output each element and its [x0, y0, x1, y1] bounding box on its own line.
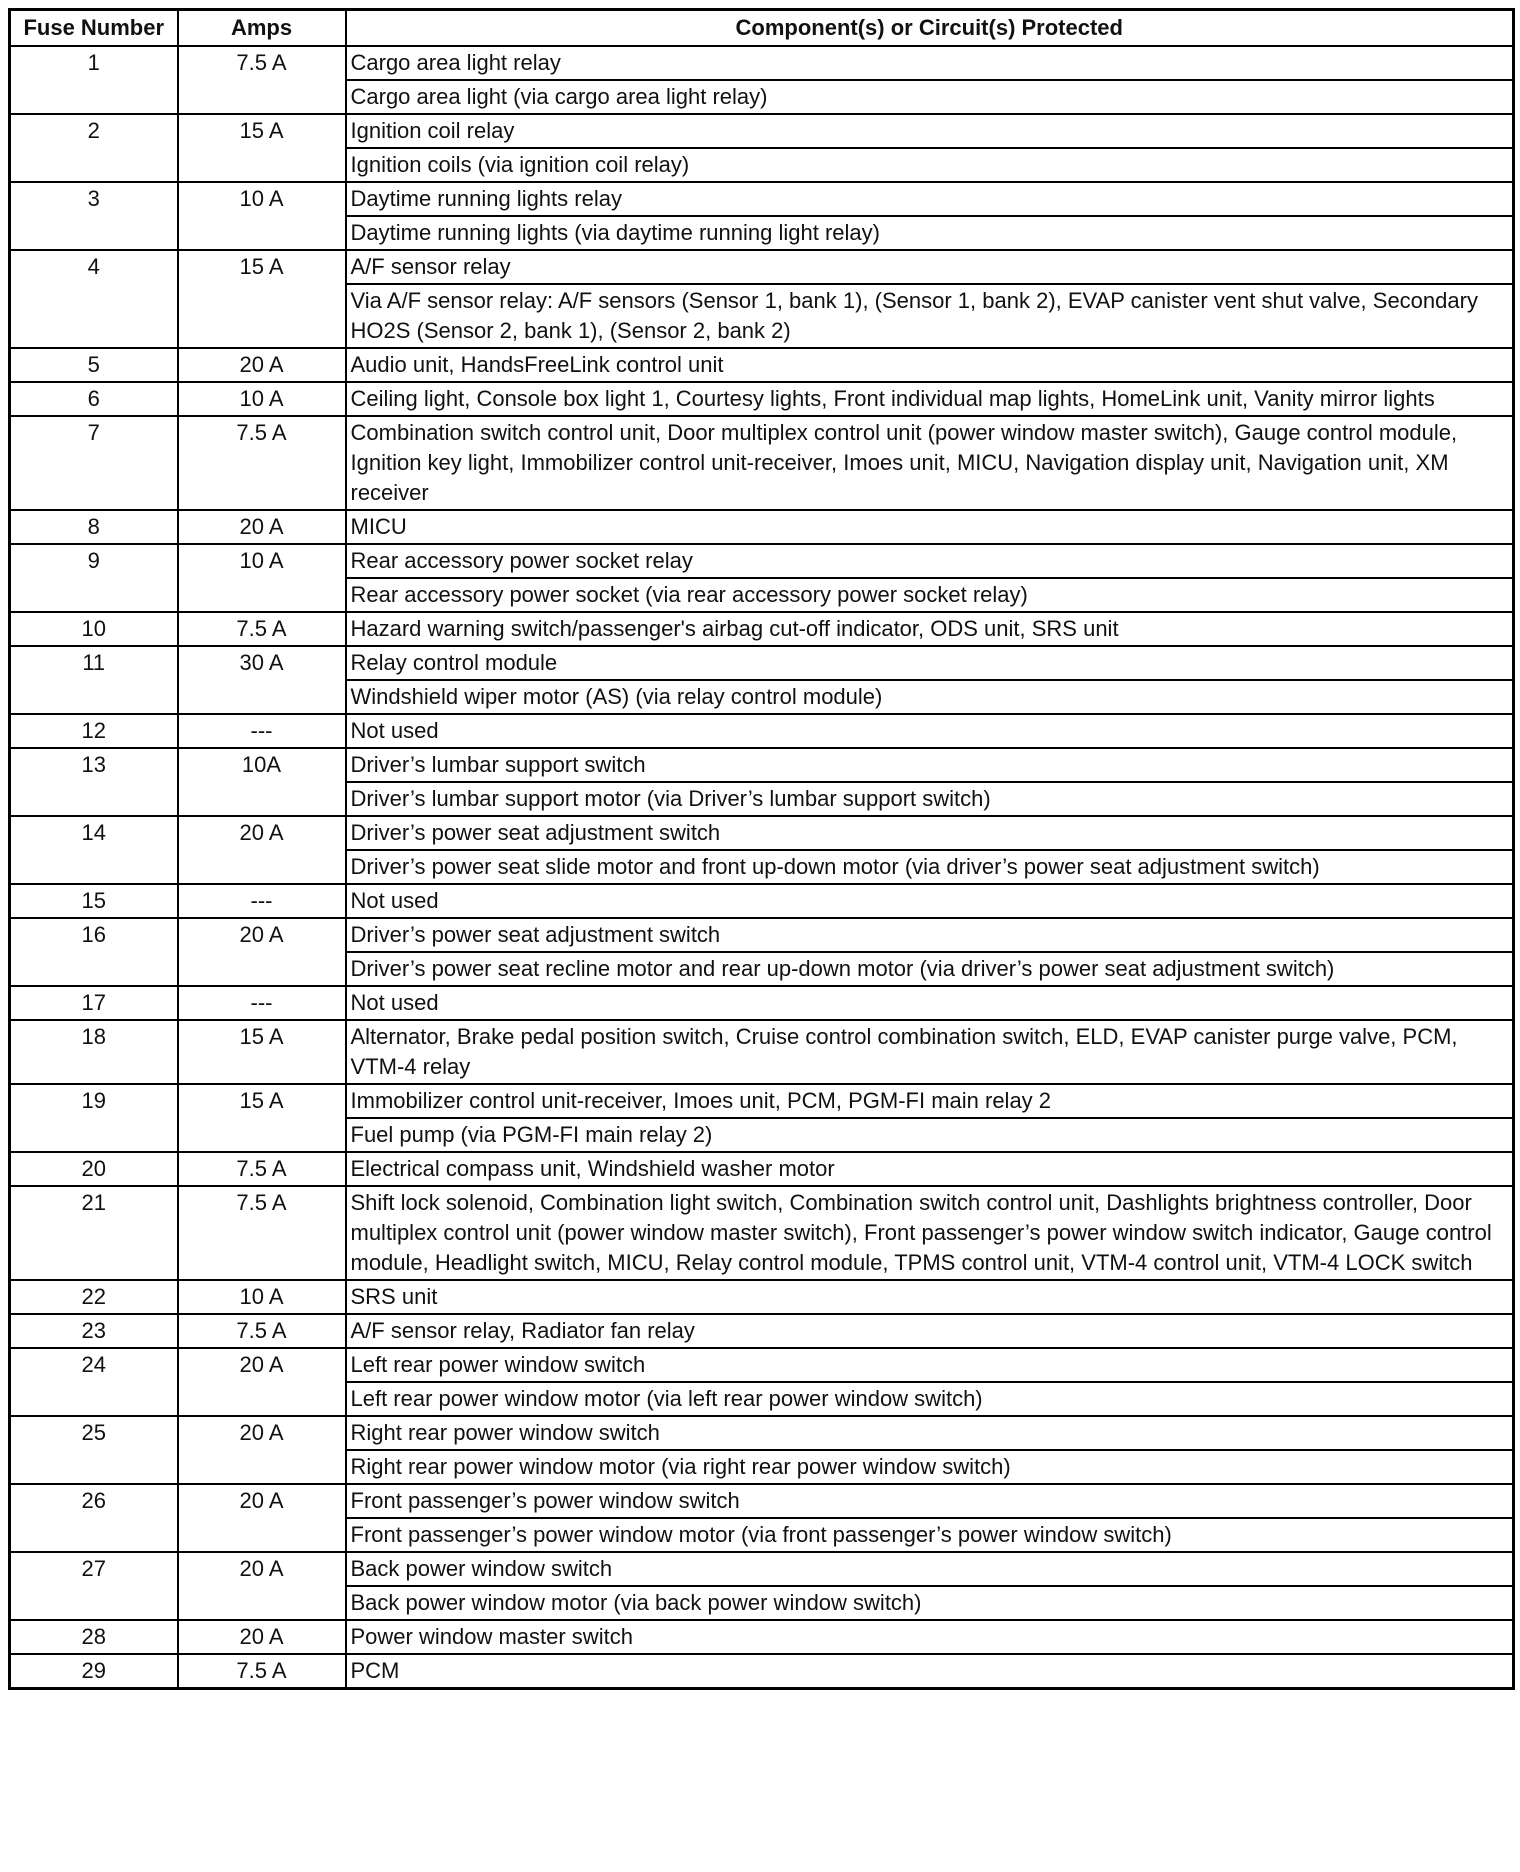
component-cell: Rear accessory power socket relay: [346, 544, 1514, 578]
fuse-number-cell: 10: [10, 612, 178, 646]
table-row: [10, 612, 1514, 646]
table-row: [10, 1152, 1514, 1186]
header-row: [10, 10, 1514, 47]
amps-cell: 7.5 A: [178, 1186, 346, 1280]
amps-cell: 20 A: [178, 1620, 346, 1654]
component-cell: Driver’s power seat slide motor and front up-down motor (via driver’s power seat adjustment switch): [346, 850, 1514, 884]
fuse-number-cell: 27: [10, 1552, 178, 1620]
component-cell: Shift lock solenoid, Combination light switch, Combination switch control unit, Dashlights brightness controller, Door multiplex control unit (power window master switch), Front passenger’s power window switch indicator, Gauge control module, Headlight switch, MICU, Relay control module, TPMS control unit, VTM-4 control unit, VTM-4 LOCK switch: [346, 1186, 1514, 1280]
component-cell: Not used: [346, 714, 1514, 748]
component-cell: Via A/F sensor relay: A/F sensors (Sensor 1, bank 1), (Sensor 1, bank 2), EVAP canister vent shut valve, Secondary HO2S (Sensor 2, bank 1), (Sensor 2, bank 2): [346, 284, 1514, 348]
table-row: [10, 182, 1514, 216]
component-cell: Hazard warning switch/passenger's airbag cut-off indicator, ODS unit, SRS unit: [346, 612, 1514, 646]
fuse-number-cell: 6: [10, 382, 178, 416]
amps-cell: ---: [178, 884, 346, 918]
table-row: [10, 382, 1514, 416]
component-cell: Ignition coil relay: [346, 114, 1514, 148]
amps-cell: 20 A: [178, 1484, 346, 1552]
component-cell: Daytime running lights relay: [346, 182, 1514, 216]
fuse-number-cell: 4: [10, 250, 178, 348]
component-cell: Alternator, Brake pedal position switch, Cruise control combination switch, ELD, EVAP canister purge valve, PCM, VTM-4 relay: [346, 1020, 1514, 1084]
amps-cell: 7.5 A: [178, 1654, 346, 1689]
component-cell: A/F sensor relay: [346, 250, 1514, 284]
component-cell: Driver’s power seat recline motor and rear up-down motor (via driver’s power seat adjustment switch): [346, 952, 1514, 986]
component-cell: SRS unit: [346, 1280, 1514, 1314]
fuse-number-cell: 22: [10, 1280, 178, 1314]
amps-cell: ---: [178, 714, 346, 748]
amps-cell: 15 A: [178, 1084, 346, 1152]
amps-cell: 30 A: [178, 646, 346, 714]
fuse-number-cell: 15: [10, 884, 178, 918]
fuse-table: [8, 8, 1515, 1690]
component-cell: Electrical compass unit, Windshield washer motor: [346, 1152, 1514, 1186]
amps-cell: 20 A: [178, 918, 346, 986]
fuse-number-cell: 18: [10, 1020, 178, 1084]
component-cell: Fuel pump (via PGM-FI main relay 2): [346, 1118, 1514, 1152]
table-row: [10, 1620, 1514, 1654]
table-row: [10, 250, 1514, 284]
fuse-number-cell: 9: [10, 544, 178, 612]
fuse-number-cell: 3: [10, 182, 178, 250]
amps-cell: 7.5 A: [178, 1314, 346, 1348]
component-cell: Driver’s power seat adjustment switch: [346, 918, 1514, 952]
component-cell: Cargo area light relay: [346, 46, 1514, 80]
amps-cell: 20 A: [178, 348, 346, 382]
component-cell: Right rear power window motor (via right rear power window switch): [346, 1450, 1514, 1484]
component-cell: Power window master switch: [346, 1620, 1514, 1654]
amps-cell: 10 A: [178, 182, 346, 250]
fuse-number-cell: 12: [10, 714, 178, 748]
fuse-number-cell: 20: [10, 1152, 178, 1186]
component-cell: Combination switch control unit, Door multiplex control unit (power window master switch), Gauge control module, Ignition key light, Immobilizer control unit-receiver, Imoes unit, MICU, Navigation display unit, Navigation unit, XM receiver: [346, 416, 1514, 510]
component-cell: Front passenger’s power window switch: [346, 1484, 1514, 1518]
table-row: [10, 348, 1514, 382]
table-row: [10, 884, 1514, 918]
component-cell: Back power window motor (via back power window switch): [346, 1586, 1514, 1620]
fuse-number-cell: 21: [10, 1186, 178, 1280]
fuse-number-cell: 23: [10, 1314, 178, 1348]
table-row: [10, 1020, 1514, 1084]
fuse-number-cell: 13: [10, 748, 178, 816]
table-row: [10, 1348, 1514, 1382]
table-row: [10, 646, 1514, 680]
table-row: [10, 918, 1514, 952]
component-cell: Immobilizer control unit-receiver, Imoes unit, PCM, PGM-FI main relay 2: [346, 1084, 1514, 1118]
table-header: [10, 10, 1514, 47]
amps-cell: 20 A: [178, 510, 346, 544]
table-row: [10, 986, 1514, 1020]
component-cell: Rear accessory power socket (via rear accessory power socket relay): [346, 578, 1514, 612]
amps-cell: 10 A: [178, 544, 346, 612]
amps-cell: 20 A: [178, 1552, 346, 1620]
fuse-number-cell: 19: [10, 1084, 178, 1152]
table-row: [10, 1484, 1514, 1518]
table-row: [10, 1552, 1514, 1586]
table-row: [10, 1186, 1514, 1280]
fuse-number-cell: 17: [10, 986, 178, 1020]
amps-cell: 20 A: [178, 1348, 346, 1416]
amps-cell: 7.5 A: [178, 416, 346, 510]
fuse-number-cell: 2: [10, 114, 178, 182]
table-row: [10, 714, 1514, 748]
fuse-number-cell: 16: [10, 918, 178, 986]
fuse-number-cell: 25: [10, 1416, 178, 1484]
component-cell: MICU: [346, 510, 1514, 544]
component-cell: Left rear power window switch: [346, 1348, 1514, 1382]
component-cell: Not used: [346, 986, 1514, 1020]
component-cell: Windshield wiper motor (AS) (via relay control module): [346, 680, 1514, 714]
amps-cell: 20 A: [178, 816, 346, 884]
fuse-number-cell: 14: [10, 816, 178, 884]
component-cell: Driver’s lumbar support motor (via Driver’s lumbar support switch): [346, 782, 1514, 816]
component-cell: Right rear power window switch: [346, 1416, 1514, 1450]
component-cell: Not used: [346, 884, 1514, 918]
fuse-number-cell: 11: [10, 646, 178, 714]
table-body: [10, 46, 1514, 1689]
table-row: [10, 46, 1514, 80]
fuse-number-cell: 28: [10, 1620, 178, 1654]
amps-cell: 10 A: [178, 382, 346, 416]
amps-cell: 7.5 A: [178, 612, 346, 646]
component-cell: Left rear power window motor (via left rear power window switch): [346, 1382, 1514, 1416]
table-row: [10, 1416, 1514, 1450]
amps-cell: ---: [178, 986, 346, 1020]
component-cell: Driver’s lumbar support switch: [346, 748, 1514, 782]
component-cell: Audio unit, HandsFreeLink control unit: [346, 348, 1514, 382]
amps-cell: 20 A: [178, 1416, 346, 1484]
table-row: [10, 748, 1514, 782]
component-cell: A/F sensor relay, Radiator fan relay: [346, 1314, 1514, 1348]
table-row: [10, 1280, 1514, 1314]
fuse-number-cell: 26: [10, 1484, 178, 1552]
component-cell: Daytime running lights (via daytime running light relay): [346, 216, 1514, 250]
fuse-number-cell: 1: [10, 46, 178, 114]
amps-cell: 7.5 A: [178, 1152, 346, 1186]
table-row: [10, 544, 1514, 578]
fuse-number-cell: 5: [10, 348, 178, 382]
fuse-number-cell: 29: [10, 1654, 178, 1689]
table-row: [10, 510, 1514, 544]
table-row: [10, 1314, 1514, 1348]
component-cell: Front passenger’s power window motor (via front passenger’s power window switch): [346, 1518, 1514, 1552]
amps-cell: 7.5 A: [178, 46, 346, 114]
table-row: [10, 1084, 1514, 1118]
table-row: [10, 816, 1514, 850]
header-amps: Amps: [178, 10, 346, 47]
fuse-number-cell: 7: [10, 416, 178, 510]
component-cell: Back power window switch: [346, 1552, 1514, 1586]
amps-cell: 15 A: [178, 1020, 346, 1084]
amps-cell: 15 A: [178, 250, 346, 348]
component-cell: Ceiling light, Console box light 1, Courtesy lights, Front individual map lights, HomeLink unit, Vanity mirror lights: [346, 382, 1514, 416]
table-row: [10, 416, 1514, 510]
table-row: [10, 114, 1514, 148]
component-cell: Driver’s power seat adjustment switch: [346, 816, 1514, 850]
amps-cell: 10 A: [178, 1280, 346, 1314]
table-row: [10, 1654, 1514, 1689]
component-cell: Relay control module: [346, 646, 1514, 680]
header-fuse-number: Fuse Number: [10, 10, 178, 47]
amps-cell: 15 A: [178, 114, 346, 182]
component-cell: Ignition coils (via ignition coil relay): [346, 148, 1514, 182]
component-cell: PCM: [346, 1654, 1514, 1689]
amps-cell: 10A: [178, 748, 346, 816]
component-cell: Cargo area light (via cargo area light relay): [346, 80, 1514, 114]
fuse-number-cell: 24: [10, 1348, 178, 1416]
header-components: Component(s) or Circuit(s) Protected: [346, 10, 1514, 47]
fuse-number-cell: 8: [10, 510, 178, 544]
